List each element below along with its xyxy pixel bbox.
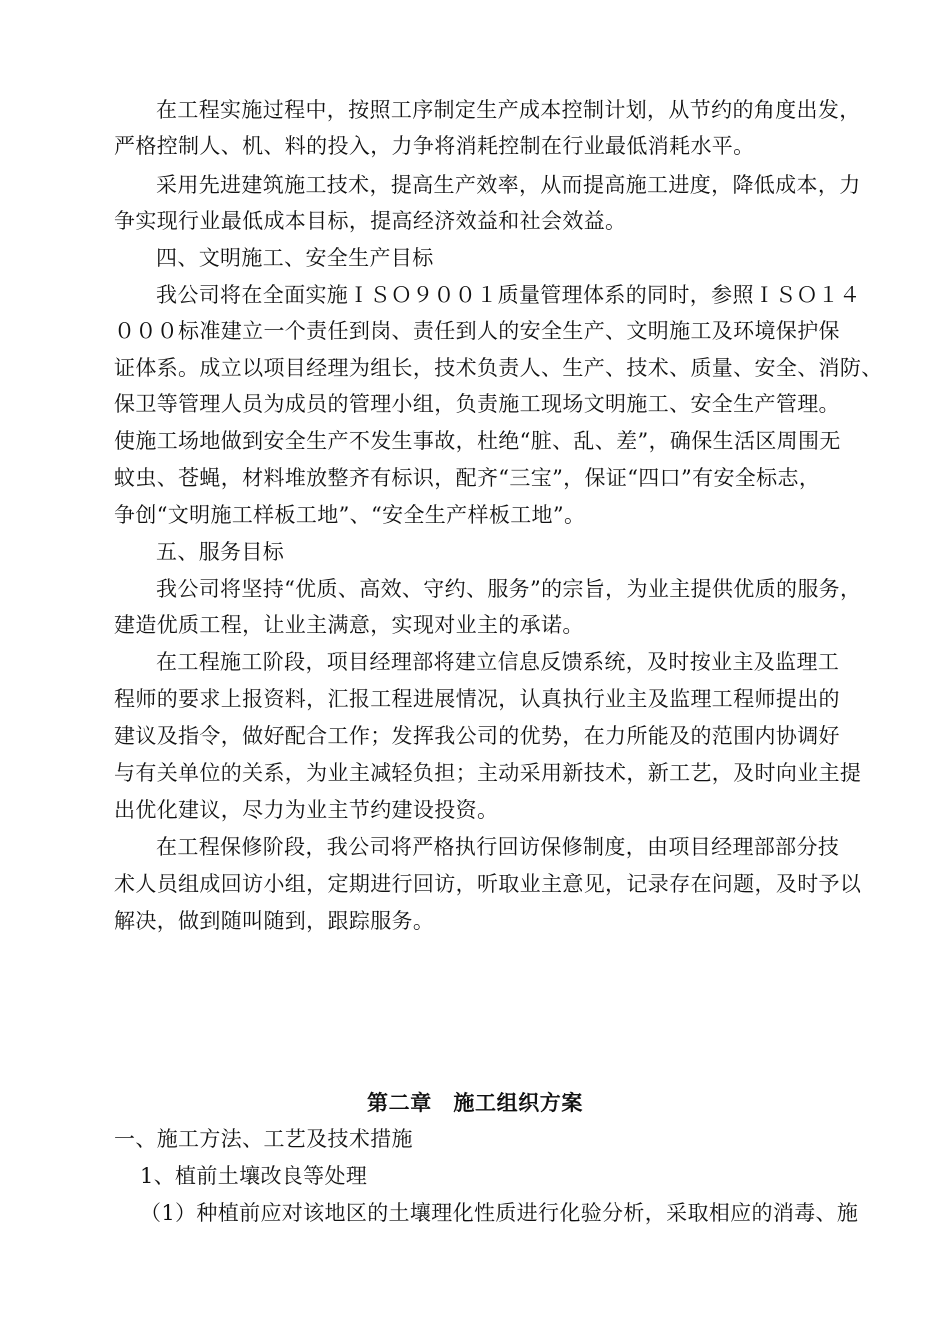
paragraph-line: 程师的要求上报资料，汇报工程进展情况，认真执行业主及监理工程师提出的 [114, 687, 840, 711]
paragraph-line: 与有关单位的关系，为业主减轻负担；主动采用新技术，新工艺，及时向业主提 [114, 761, 862, 785]
paragraph-line: 我公司将坚持“优质、高效、守约、服务”的宗旨，为业主提供优质的服务， [156, 577, 862, 601]
paragraph-line: 在工程实施过程中，按照工序制定生产成本控制计划，从节约的角度出发， [156, 98, 861, 122]
paragraph-line: 在工程施工阶段，项目经理部将建立信息反馈系统，及时按业主及监理工 [156, 650, 840, 674]
chapter-title: 第二章 施工组织方案 [367, 1090, 583, 1115]
paragraph-line: 严格控制人、机、料的投入，力争将消耗控制在行业最低消耗水平。 [114, 134, 755, 158]
paragraph-line: 解决，做到随叫随到，跟踪服务。 [114, 909, 435, 933]
list-item: （1）种植前应对该地区的土壤理化性质进行化验分析，采取相应的消毒、施 [140, 1201, 859, 1225]
subsection-heading: 1、植前土壤改良等处理 [140, 1164, 368, 1188]
paragraph-line: 蚊虫、苍蝇，材料堆放整齐有标识，配齐“三宝”，保证“四口”有安全标志， [114, 466, 821, 490]
paragraph-line: 争实现行业最低成本目标，提高经济效益和社会效益。 [114, 209, 627, 233]
section-heading: 五、服务目标 [156, 540, 285, 564]
paragraph-line: 保卫等管理人员为成员的管理小组，负责施工现场文明施工、安全生产管理。 [114, 392, 840, 416]
paragraph-line: 出优化建议，尽力为业主节约建设投资。 [114, 798, 499, 822]
paragraph-line: 我公司将在全面实施ＩＳＯ９００１质量管理体系的同时，参照ＩＳＯ１４ [156, 283, 861, 307]
paragraph-line: 建造优质工程，让业主满意，实现对业主的承诺。 [114, 613, 584, 637]
paragraph-line: 在工程保修阶段，我公司将严格执行回访保修制度，由项目经理部部分技 [156, 835, 840, 859]
paragraph-line: 争创“文明施工样板工地”、“安全生产样板工地”。 [114, 503, 586, 527]
paragraph-line: 使施工场地做到安全生产不发生事故，杜绝“脏、乱、差”，确保生活区周围无 [114, 429, 841, 453]
paragraph-line: 采用先进建筑施工技术，提高生产效率，从而提高施工进度，降低成本，力 [156, 173, 861, 197]
paragraph-line: 证体系。成立以项目经理为组长，技术负责人、生产、技术、质量、安全、消防、 [114, 356, 883, 380]
section-heading: 一、施工方法、工艺及技术措施 [114, 1127, 413, 1151]
paragraph-line: ０００标准建立一个责任到岗、责任到人的安全生产、文明施工及环境保护保 [114, 319, 840, 343]
paragraph-line: 建议及指令，做好配合工作；发挥我公司的优势，在力所能及的范围内协调好 [114, 724, 840, 748]
section-heading: 四、文明施工、安全生产目标 [156, 246, 434, 270]
paragraph-line: 术人员组成回访小组，定期进行回访，听取业主意见，记录存在问题，及时予以 [114, 872, 862, 896]
